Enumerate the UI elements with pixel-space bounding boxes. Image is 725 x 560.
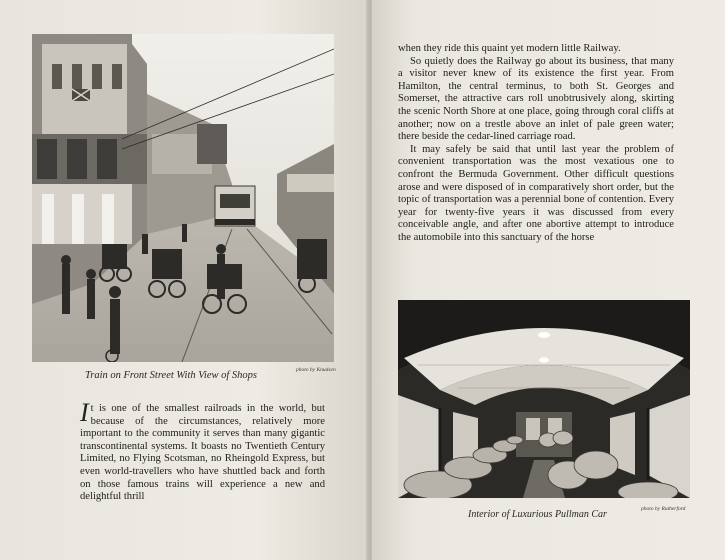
right-paragraph-3: It may safely be said that until last year the problem of convenient transportation was the most vexatious one to confront the Bermuda Government. Other difficult questions arose and were disposed of in comparatively short order, but the topic of transportation was a perennial bone of contention. Every year for twenty-five years it was discussed from every conceivable angle, and after one abortive attempt to introduce the automobile into this sanctuary of the horse (398, 143, 674, 243)
right-photo-caption: Interior of Luxurious Pullman Car (468, 509, 607, 520)
left-paragraph: t is one of the smallest railroads in the world, but because of the circumstances, relatively more important to the community it serves than many gigantic transcontinental systems. It boasts no Twentieth Century Limited, no Flying Scotsman, no Rheingold Express, but even world-travellers who have shuttled back and forth on those famous trains will experience a new and delightful thrill (80, 403, 325, 503)
left-photo-caption: Train on Front Street With View of Shops (85, 370, 257, 381)
front-street-photo (32, 34, 334, 362)
right-paragraph-1: when they ride this quaint yet modern little Railway. (398, 43, 621, 54)
left-photo-credit: photo by Knudsen (296, 367, 336, 373)
pullman-car-photo (398, 300, 690, 498)
drop-cap-letter: I (80, 398, 89, 427)
right-paragraph-2: So quietly does the Railway go about its business, that many a visitor never knew of its existence the first year. From Hamilton, the central terminus, to both St. Georges and Somerset, the attractive cars roll unobtrusively along, skirting the scenic North Shore at one place, going through coral cliffs at another; now on a trestle above an inlet of pale green water; there beside the cedar-lined carriage road. (398, 55, 674, 143)
left-body-text (80, 398, 325, 504)
right-photo-credit: photo by Rutherford (641, 506, 686, 512)
right-body-text (398, 43, 674, 245)
